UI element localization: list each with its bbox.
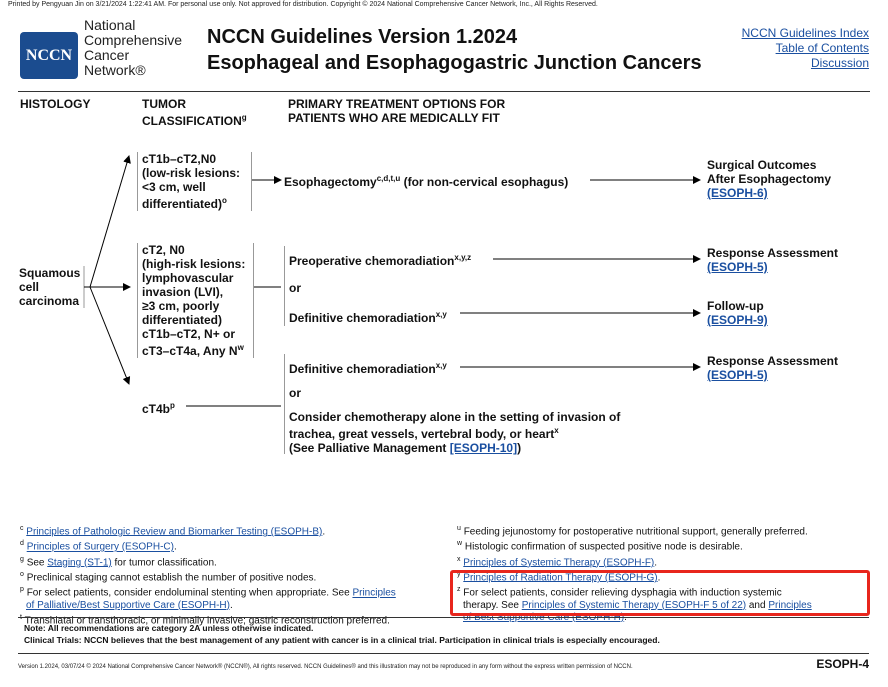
footnote-text: . [657, 572, 661, 584]
logo-line: Comprehensive [84, 32, 183, 48]
outcome-line: After Esophagectomy [707, 172, 832, 186]
classification-line: invasion (LVI), [142, 285, 224, 299]
footnote-text: therapy. See [463, 599, 522, 611]
nccn-logo: NCCN [20, 32, 78, 79]
col-header-line: TUMOR [142, 97, 186, 111]
footnote-ref: w [237, 343, 244, 352]
classification-line: ≥3 cm, poorly [142, 299, 220, 313]
footnote-text: . [173, 541, 177, 553]
outcome-line: Surgical Outcomes [707, 158, 817, 172]
footnote-marker: c [20, 525, 24, 532]
footnote-text: Feeding jejunostomy for postoperative nutritional support, generally preferred. [463, 526, 808, 538]
histology-line: carcinoma [19, 294, 80, 308]
footnote-marker: p [20, 586, 24, 594]
footnote-text: For select patients, consider endoluminal stenting when appropriate. See [26, 587, 353, 599]
table-of-contents-link[interactable]: Table of Contents [775, 41, 869, 55]
footnote-marker: u [457, 525, 461, 532]
esoph-5-link[interactable]: (ESOPH-5) [707, 368, 768, 382]
footnote-text: Transhiatal or transthoracic, or minimally invasive; gastric reconstruction preferred. [24, 614, 390, 626]
col-header-line: PATIENTS WHO ARE MEDICALLY FIT [288, 111, 500, 125]
esoph-9-link[interactable]: (ESOPH-9) [707, 313, 768, 327]
col-header-line: PRIMARY TREATMENT OPTIONS FOR [288, 97, 506, 111]
or-label: or [289, 281, 301, 295]
classification-line: cT1b–cT2, N+ or [142, 327, 236, 341]
best-supportive-care-link[interactable]: Principles [768, 599, 812, 611]
classification-line: differentiated) [142, 197, 223, 211]
col-header-line: CLASSIFICATION [142, 114, 242, 128]
footnote-ref: x [554, 426, 559, 435]
footnote-ref: o [222, 196, 227, 205]
footnote-text: . [229, 599, 233, 611]
systemic-therapy-link[interactable]: Principles of Systemic Therapy (ESOPH-F) [463, 556, 655, 568]
footer-copyright: Version 1.2024, 03/07/24 © 2024 National Comprehensive Cancer Network® (NCCN®), All rights reserved. NCCN Guidelines® and this illustration may not be reproduced in any form without the express written permission of NCCN. [18, 664, 633, 670]
histology-squamous [19, 266, 80, 308]
footnote-ref: c,d,t,u [376, 174, 401, 183]
footnote-text: . [624, 611, 627, 623]
note-line: Clinical Trials: NCCN believes that the best management of any patient with cancer is in a clinical trial. Participation in clinical trials is especially encouraged. [24, 635, 660, 645]
classification-line: cT2, N0 [142, 243, 185, 257]
classification-line: <3 cm, well [142, 180, 206, 194]
treatment-options-row3 [284, 354, 649, 454]
classification-line: cT1b–cT2,N0 [142, 152, 217, 166]
col-header-histology: HISTOLOGY [20, 97, 91, 111]
treatment-line: Consider chemotherapy alone in the setting of invasion of [289, 410, 621, 424]
classification-high-risk [137, 243, 254, 358]
radiation-therapy-link[interactable]: Principles of Radiation Therapy (ESOPH-G) [463, 572, 658, 584]
esoph-10-link[interactable]: [ESOPH-10] [449, 441, 518, 455]
guidelines-index-link[interactable]: NCCN Guidelines Index [741, 26, 869, 40]
footnote-ref: x,y,z [454, 253, 472, 262]
outcome-response-assessment-2 [707, 354, 838, 382]
staging-link[interactable]: Staging (ST-1) [47, 556, 112, 568]
note-box [18, 614, 869, 654]
classification-line: differentiated) [142, 313, 223, 327]
footnote-marker: z [457, 586, 461, 594]
discussion-link[interactable]: Discussion [810, 56, 869, 70]
print-notice: Printed by Pengyuan Jin on 3/21/2024 1:22:41 AM. For personal use only. Not approved for distribution. Copyright © 2024 National Comprehensive Cancer Network, Inc., All Rights Reserved. [8, 1, 598, 8]
footnote-ref: x,y [435, 361, 447, 370]
palliative-care-link[interactable]: Principles [352, 587, 396, 599]
treatment-qualifier: (for non-cervical esophagus) [400, 175, 569, 189]
classification-line: cT4b [142, 402, 171, 416]
page-number: ESOPH-4 [816, 657, 869, 671]
classification-line: cT3–cT4a, Any N [142, 344, 238, 358]
footnote-text: for tumor classification. [111, 556, 217, 568]
title-line-2: Esophageal and Esophagogastric Junction Cancers [207, 52, 702, 74]
highlight-box [450, 570, 870, 616]
footnote-ref: g [241, 113, 247, 122]
treatment-options-row2 [284, 246, 509, 326]
logo-line: Network® [84, 62, 146, 78]
outcome-line: Follow-up [707, 299, 764, 313]
classification-line: lymphovascular [142, 271, 234, 285]
histology-line: cell [19, 280, 40, 294]
esoph-6-link[interactable]: (ESOPH-6) [707, 186, 768, 200]
footnote-marker: g [20, 555, 24, 563]
principles-of-surgery-link[interactable]: Principles of Surgery (ESOPH-C) [26, 541, 174, 553]
pathologic-review-link[interactable]: Principles of Pathologic Review and Biomarker Testing (ESOPH-B) [26, 526, 323, 538]
outcome-response-assessment [707, 246, 838, 274]
footnote-marker: t [20, 613, 22, 621]
footnote-marker: d [20, 540, 24, 548]
logo-line: Cancer [84, 47, 130, 63]
footnote-text: Preclinical staging cannot establish the number of positive nodes. [26, 572, 317, 584]
classification-line: (high-risk lesions: [142, 257, 246, 271]
outcome-follow-up [707, 299, 768, 327]
treatment-line: trachea, great vessels, vertebral body, or heart [289, 427, 555, 441]
logo-line: National [84, 17, 136, 33]
footnote-text: See [26, 556, 48, 568]
note-line: Note: All recommendations are category 2A unless otherwise indicated. [24, 623, 314, 633]
classification-line: (low-risk lesions: [142, 166, 241, 180]
footnote-text: Histologic confirmation of suspected positive node is desirable. [464, 541, 743, 553]
treatment-esophagectomy [284, 172, 568, 189]
best-supportive-care-link[interactable]: of Best Supportive Care (ESOPH-H) [463, 611, 625, 623]
systemic-therapy-5-of-22-link[interactable]: Principles of Systemic Therapy (ESOPH-F 5 of 22) [521, 599, 747, 611]
footnotes-left [20, 523, 396, 627]
footnote-text: For select patients, consider relieving dysphagia with induction systemic [463, 587, 782, 599]
classification-ct4b [142, 399, 175, 416]
treatment-label: Preoperative chemoradiation [289, 254, 455, 268]
classification-low-risk [137, 152, 252, 211]
outcome-surgical [707, 158, 831, 200]
treatment-line: (See Palliative Management [289, 441, 450, 455]
footnote-marker: y [457, 570, 461, 578]
histology-line: Squamous [19, 266, 81, 280]
esoph-5-link[interactable]: (ESOPH-5) [707, 260, 768, 274]
footnote-text: . [322, 526, 326, 538]
footnote-ref: p [170, 401, 175, 410]
outcome-line: Response Assessment [707, 246, 838, 260]
footnote-ref: x,y [435, 310, 447, 319]
treatment-label: Definitive chemoradiation [289, 311, 436, 325]
title-line-1: NCCN Guidelines Version 1.2024 [207, 26, 518, 48]
footnote-text: . [654, 556, 658, 568]
palliative-care-link[interactable]: of Palliative/Best Supportive Care (ESOPH-H) [26, 599, 230, 611]
treatment-label: Esophagectomy [284, 175, 377, 189]
footnote-marker: o [20, 570, 24, 578]
footnote-marker: x [457, 555, 461, 563]
or-label: or [289, 386, 301, 400]
outcome-line: Response Assessment [707, 354, 838, 368]
treatment-label: Definitive chemoradiation [289, 362, 436, 376]
footnote-marker: w [457, 540, 463, 548]
treatment-line: ) [517, 441, 522, 455]
footnote-text: and [746, 599, 769, 611]
